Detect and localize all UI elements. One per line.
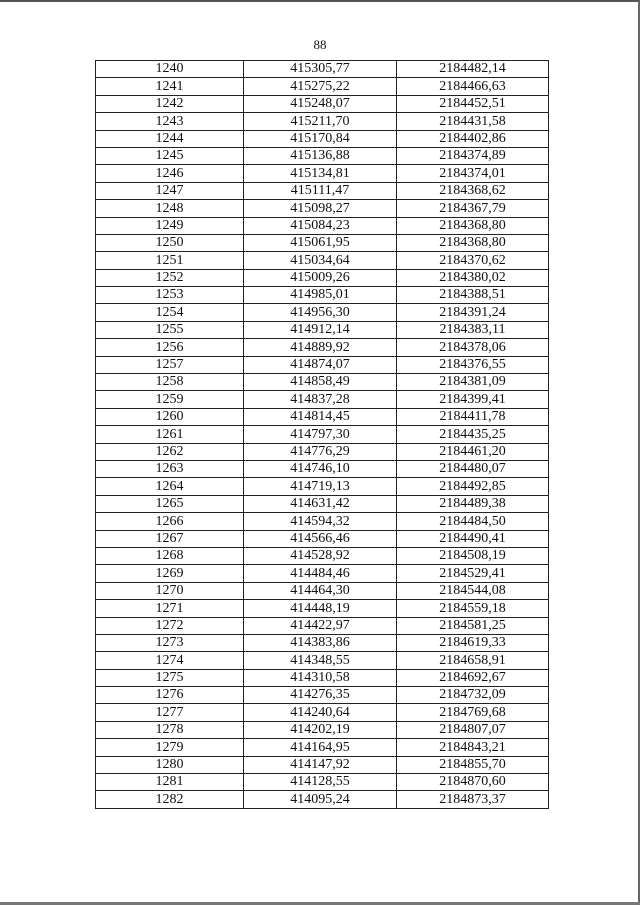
table-row: [96, 321, 549, 338]
y-coordinate-cell: 2184368,80: [397, 234, 549, 251]
table-row: [96, 791, 549, 808]
table-row: [96, 582, 549, 599]
y-coordinate-cell: 2184376,55: [397, 356, 549, 373]
y-coordinate-cell: 2184619,33: [397, 634, 549, 651]
point-number-cell: 1281: [96, 774, 244, 791]
table-row: [96, 200, 549, 217]
point-number-cell: 1280: [96, 756, 244, 773]
x-coordinate-cell: 415034,64: [244, 252, 397, 269]
x-coordinate-cell: 414448,19: [244, 600, 397, 617]
table-row: [96, 634, 549, 651]
y-coordinate-cell: 2184807,07: [397, 721, 549, 738]
table-row: [96, 443, 549, 460]
x-coordinate-cell: 414874,07: [244, 356, 397, 373]
y-coordinate-cell: 2184374,01: [397, 165, 549, 182]
y-coordinate-cell: 2184732,09: [397, 687, 549, 704]
y-coordinate-cell: 2184559,18: [397, 600, 549, 617]
point-number-cell: 1246: [96, 165, 244, 182]
x-coordinate-cell: 414776,29: [244, 443, 397, 460]
table-row: [96, 408, 549, 425]
y-coordinate-cell: 2184581,25: [397, 617, 549, 634]
point-number-cell: 1240: [96, 61, 244, 78]
table-row: [96, 304, 549, 321]
x-coordinate-cell: 414889,92: [244, 339, 397, 356]
x-coordinate-cell: 415111,47: [244, 182, 397, 199]
point-number-cell: 1276: [96, 687, 244, 704]
y-coordinate-cell: 2184658,91: [397, 652, 549, 669]
table-row: [96, 600, 549, 617]
y-coordinate-cell: 2184411,78: [397, 408, 549, 425]
point-number-cell: 1279: [96, 739, 244, 756]
table-row: [96, 774, 549, 791]
table-row: [96, 652, 549, 669]
y-coordinate-cell: 2184374,89: [397, 147, 549, 164]
x-coordinate-cell: 415211,70: [244, 113, 397, 130]
y-coordinate-cell: 2184380,02: [397, 269, 549, 286]
point-number-cell: 1259: [96, 391, 244, 408]
y-coordinate-cell: 2184482,14: [397, 61, 549, 78]
y-coordinate-cell: 2184492,85: [397, 478, 549, 495]
x-coordinate-cell: 414095,24: [244, 791, 397, 808]
x-coordinate-cell: 415170,84: [244, 130, 397, 147]
x-coordinate-cell: 415134,81: [244, 165, 397, 182]
x-coordinate-cell: 414912,14: [244, 321, 397, 338]
x-coordinate-cell: 414147,92: [244, 756, 397, 773]
point-number-cell: 1254: [96, 304, 244, 321]
y-coordinate-cell: 2184490,41: [397, 530, 549, 547]
table-row: [96, 513, 549, 530]
x-coordinate-cell: 414164,95: [244, 739, 397, 756]
table-row: [96, 478, 549, 495]
x-coordinate-cell: 414631,42: [244, 495, 397, 512]
table-row: [96, 495, 549, 512]
point-number-cell: 1250: [96, 234, 244, 251]
point-number-cell: 1271: [96, 600, 244, 617]
table-row: [96, 78, 549, 95]
coordinates-table: [95, 60, 549, 809]
y-coordinate-cell: 2184368,62: [397, 182, 549, 199]
y-coordinate-cell: 2184529,41: [397, 565, 549, 582]
coordinates-table-body: [96, 61, 549, 809]
y-coordinate-cell: 2184378,06: [397, 339, 549, 356]
x-coordinate-cell: 414383,86: [244, 634, 397, 651]
point-number-cell: 1256: [96, 339, 244, 356]
y-coordinate-cell: 2184870,60: [397, 774, 549, 791]
table-row: [96, 617, 549, 634]
point-number-cell: 1278: [96, 721, 244, 738]
y-coordinate-cell: 2184769,68: [397, 704, 549, 721]
x-coordinate-cell: 414240,64: [244, 704, 397, 721]
y-coordinate-cell: 2184383,11: [397, 321, 549, 338]
point-number-cell: 1253: [96, 287, 244, 304]
y-coordinate-cell: 2184367,79: [397, 200, 549, 217]
table-row: [96, 460, 549, 477]
x-coordinate-cell: 414422,97: [244, 617, 397, 634]
point-number-cell: 1258: [96, 374, 244, 391]
point-number-cell: 1268: [96, 547, 244, 564]
x-coordinate-cell: 415136,88: [244, 147, 397, 164]
x-coordinate-cell: 415009,26: [244, 269, 397, 286]
y-coordinate-cell: 2184435,25: [397, 426, 549, 443]
x-coordinate-cell: 414956,30: [244, 304, 397, 321]
point-number-cell: 1262: [96, 443, 244, 460]
point-number-cell: 1264: [96, 478, 244, 495]
y-coordinate-cell: 2184431,58: [397, 113, 549, 130]
x-coordinate-cell: 414985,01: [244, 287, 397, 304]
table-row: [96, 287, 549, 304]
point-number-cell: 1243: [96, 113, 244, 130]
table-row: [96, 61, 549, 78]
y-coordinate-cell: 2184388,51: [397, 287, 549, 304]
point-number-cell: 1274: [96, 652, 244, 669]
point-number-cell: 1249: [96, 217, 244, 234]
y-coordinate-cell: 2184402,86: [397, 130, 549, 147]
x-coordinate-cell: 414797,30: [244, 426, 397, 443]
y-coordinate-cell: 2184480,07: [397, 460, 549, 477]
table-row: [96, 704, 549, 721]
point-number-cell: 1282: [96, 791, 244, 808]
point-number-cell: 1248: [96, 200, 244, 217]
point-number-cell: 1266: [96, 513, 244, 530]
point-number-cell: 1255: [96, 321, 244, 338]
x-coordinate-cell: 415248,07: [244, 95, 397, 112]
y-coordinate-cell: 2184489,38: [397, 495, 549, 512]
y-coordinate-cell: 2184368,80: [397, 217, 549, 234]
x-coordinate-cell: 414594,32: [244, 513, 397, 530]
x-coordinate-cell: 415275,22: [244, 78, 397, 95]
table-row: [96, 756, 549, 773]
point-number-cell: 1242: [96, 95, 244, 112]
y-coordinate-cell: 2184461,20: [397, 443, 549, 460]
x-coordinate-cell: 415098,27: [244, 200, 397, 217]
y-coordinate-cell: 2184466,63: [397, 78, 549, 95]
point-number-cell: 1267: [96, 530, 244, 547]
point-number-cell: 1251: [96, 252, 244, 269]
table-row: [96, 356, 549, 373]
table-row: [96, 339, 549, 356]
x-coordinate-cell: 414484,46: [244, 565, 397, 582]
x-coordinate-cell: 415061,95: [244, 234, 397, 251]
table-row: [96, 182, 549, 199]
point-number-cell: 1241: [96, 78, 244, 95]
table-row: [96, 547, 549, 564]
x-coordinate-cell: 414276,35: [244, 687, 397, 704]
table-row: [96, 426, 549, 443]
point-number-cell: 1245: [96, 147, 244, 164]
x-coordinate-cell: 415305,77: [244, 61, 397, 78]
table-row: [96, 687, 549, 704]
y-coordinate-cell: 2184452,51: [397, 95, 549, 112]
x-coordinate-cell: 414348,55: [244, 652, 397, 669]
table-row: [96, 269, 549, 286]
y-coordinate-cell: 2184370,62: [397, 252, 549, 269]
table-row: [96, 669, 549, 686]
y-coordinate-cell: 2184873,37: [397, 791, 549, 808]
y-coordinate-cell: 2184391,24: [397, 304, 549, 321]
x-coordinate-cell: 414858,49: [244, 374, 397, 391]
point-number-cell: 1273: [96, 634, 244, 651]
x-coordinate-cell: 414746,10: [244, 460, 397, 477]
x-coordinate-cell: 414814,45: [244, 408, 397, 425]
table-row: [96, 739, 549, 756]
y-coordinate-cell: 2184508,19: [397, 547, 549, 564]
table-row: [96, 217, 549, 234]
y-coordinate-cell: 2184544,08: [397, 582, 549, 599]
table-row: [96, 165, 549, 182]
y-coordinate-cell: 2184692,67: [397, 669, 549, 686]
x-coordinate-cell: 415084,23: [244, 217, 397, 234]
table-row: [96, 391, 549, 408]
point-number-cell: 1270: [96, 582, 244, 599]
x-coordinate-cell: 414566,46: [244, 530, 397, 547]
table-row: [96, 565, 549, 582]
x-coordinate-cell: 414719,13: [244, 478, 397, 495]
y-coordinate-cell: 2184381,09: [397, 374, 549, 391]
table-row: [96, 147, 549, 164]
x-coordinate-cell: 414528,92: [244, 547, 397, 564]
y-coordinate-cell: 2184843,21: [397, 739, 549, 756]
table-row: [96, 530, 549, 547]
x-coordinate-cell: 414464,30: [244, 582, 397, 599]
table-row: [96, 130, 549, 147]
point-number-cell: 1263: [96, 460, 244, 477]
y-coordinate-cell: 2184855,70: [397, 756, 549, 773]
point-number-cell: 1247: [96, 182, 244, 199]
table-row: [96, 113, 549, 130]
point-number-cell: 1275: [96, 669, 244, 686]
point-number-cell: 1277: [96, 704, 244, 721]
page-number: 88: [313, 37, 327, 52]
y-coordinate-cell: 2184484,50: [397, 513, 549, 530]
point-number-cell: 1265: [96, 495, 244, 512]
x-coordinate-cell: 414202,19: [244, 721, 397, 738]
point-number-cell: 1252: [96, 269, 244, 286]
table-row: [96, 374, 549, 391]
x-coordinate-cell: 414837,28: [244, 391, 397, 408]
point-number-cell: 1257: [96, 356, 244, 373]
point-number-cell: 1272: [96, 617, 244, 634]
table-row: [96, 721, 549, 738]
point-number-cell: 1244: [96, 130, 244, 147]
table-row: [96, 95, 549, 112]
point-number-cell: 1269: [96, 565, 244, 582]
point-number-cell: 1261: [96, 426, 244, 443]
table-row: [96, 234, 549, 251]
x-coordinate-cell: 414310,58: [244, 669, 397, 686]
table-row: [96, 252, 549, 269]
y-coordinate-cell: 2184399,41: [397, 391, 549, 408]
point-number-cell: 1260: [96, 408, 244, 425]
x-coordinate-cell: 414128,55: [244, 774, 397, 791]
